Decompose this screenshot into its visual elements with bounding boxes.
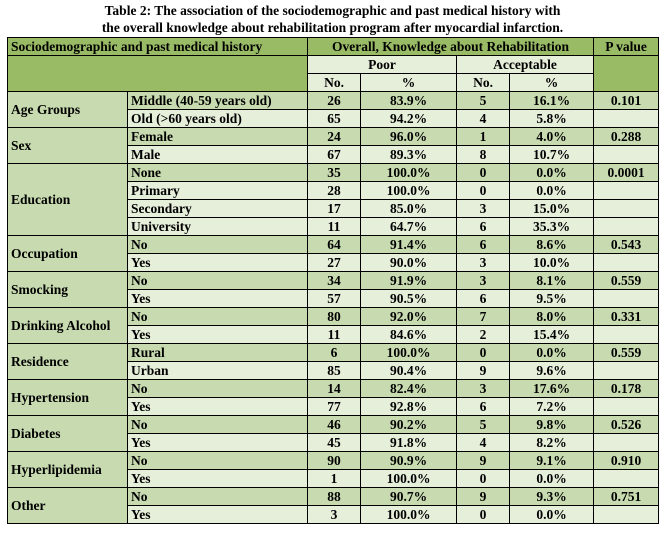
poor-count-cell: 46 (308, 416, 361, 434)
p-value-cell: 0.751 (594, 488, 659, 506)
poor-count-cell: 17 (308, 200, 361, 218)
acceptable-percent-cell: 9.1% (510, 452, 594, 470)
p-value-cell: 0.526 (594, 416, 659, 434)
category-cell: Yes (128, 254, 308, 272)
association-table (7, 37, 659, 524)
acceptable-count-cell: 0 (457, 470, 510, 488)
group-name: Hypertension (8, 380, 128, 416)
acceptable-count-cell: 6 (457, 290, 510, 308)
p-value-blank (594, 200, 659, 218)
acceptable-count-cell: 6 (457, 218, 510, 236)
acceptable-percent-cell: 9.3% (510, 488, 594, 506)
poor-count-cell: 11 (308, 218, 361, 236)
category-cell: Yes (128, 506, 308, 524)
acceptable-percent-cell: 17.6% (510, 380, 594, 398)
table-row (8, 92, 659, 110)
group-name: Residence (8, 344, 128, 380)
acceptable-count-cell: 0 (457, 344, 510, 362)
acceptable-percent-cell: 8.0% (510, 308, 594, 326)
p-value-blank (594, 254, 659, 272)
acceptable-count-cell: 9 (457, 452, 510, 470)
poor-percent-cell: 64.7% (361, 218, 457, 236)
acceptable-percent-cell: 9.6% (510, 362, 594, 380)
p-value-cell: 0.101 (594, 92, 659, 110)
poor-percent-cell: 90.4% (361, 362, 457, 380)
acceptable-percent-cell: 16.1% (510, 92, 594, 110)
poor-percent-cell: 90.9% (361, 452, 457, 470)
acceptable-percent-cell: 9.5% (510, 290, 594, 308)
poor-count-cell: 3 (308, 506, 361, 524)
acceptable-percent-cell: 0.0% (510, 470, 594, 488)
category-cell: Yes (128, 470, 308, 488)
category-cell: No (128, 308, 308, 326)
poor-count-cell: 64 (308, 236, 361, 254)
acceptable-percent-cell: 0.0% (510, 182, 594, 200)
acceptable-count-cell: 7 (457, 308, 510, 326)
acceptable-count-cell: 2 (457, 326, 510, 344)
poor-percent-cell: 91.4% (361, 236, 457, 254)
header-sociodemographic: Sociodemographic and past medical history (8, 38, 308, 56)
poor-percent-cell: 89.3% (361, 146, 457, 164)
category-cell: None (128, 164, 308, 182)
acceptable-percent-cell: 0.0% (510, 344, 594, 362)
category-cell: Yes (128, 326, 308, 344)
p-value-blank (594, 326, 659, 344)
caption-line-1: Table 2: The association of the sociodemographic and past medical history with (104, 3, 561, 18)
p-value-cell: 0.288 (594, 128, 659, 146)
acceptable-count-cell: 4 (457, 110, 510, 128)
poor-percent-cell: 100.0% (361, 164, 457, 182)
group-name: Diabetes (8, 416, 128, 452)
header-acceptable-no: No. (457, 74, 510, 92)
poor-percent-cell: 91.9% (361, 272, 457, 290)
acceptable-count-cell: 3 (457, 254, 510, 272)
acceptable-percent-cell: 4.0% (510, 128, 594, 146)
acceptable-percent-cell: 35.3% (510, 218, 594, 236)
p-value-cell: 0.543 (594, 236, 659, 254)
acceptable-count-cell: 0 (457, 164, 510, 182)
poor-percent-cell: 85.0% (361, 200, 457, 218)
poor-count-cell: 6 (308, 344, 361, 362)
category-cell: Rural (128, 344, 308, 362)
group-name: Age Groups (8, 92, 128, 128)
table-row (8, 344, 659, 362)
poor-count-cell: 88 (308, 488, 361, 506)
poor-count-cell: 85 (308, 362, 361, 380)
table-row (8, 236, 659, 254)
poor-count-cell: 1 (308, 470, 361, 488)
acceptable-count-cell: 3 (457, 380, 510, 398)
category-cell: Secondary (128, 200, 308, 218)
category-cell: No (128, 416, 308, 434)
table-row (8, 488, 659, 506)
table-caption (0, 0, 665, 36)
p-value-blank (594, 362, 659, 380)
category-cell: Female (128, 128, 308, 146)
poor-count-cell: 14 (308, 380, 361, 398)
header-blank (8, 56, 308, 92)
acceptable-count-cell: 6 (457, 236, 510, 254)
poor-percent-cell: 84.6% (361, 326, 457, 344)
group-name: Occupation (8, 236, 128, 272)
header-acceptable: Acceptable (457, 56, 594, 74)
acceptable-count-cell: 9 (457, 488, 510, 506)
poor-percent-cell: 90.5% (361, 290, 457, 308)
p-value-cell: 0.559 (594, 344, 659, 362)
poor-percent-cell: 83.9% (361, 92, 457, 110)
header-poor-pct: % (361, 74, 457, 92)
p-value-cell: 0.910 (594, 452, 659, 470)
poor-percent-cell: 100.0% (361, 344, 457, 362)
acceptable-percent-cell: 9.8% (510, 416, 594, 434)
poor-percent-cell: 92.0% (361, 308, 457, 326)
poor-count-cell: 26 (308, 92, 361, 110)
acceptable-percent-cell: 10.0% (510, 254, 594, 272)
acceptable-percent-cell: 8.6% (510, 236, 594, 254)
poor-percent-cell: 91.8% (361, 434, 457, 452)
header-row-2 (8, 56, 659, 74)
header-p-blank (594, 56, 659, 92)
acceptable-percent-cell: 15.4% (510, 326, 594, 344)
poor-percent-cell: 100.0% (361, 182, 457, 200)
table-row (8, 416, 659, 434)
caption-line-2: the overall knowledge about rehabilitation program after myocardial infarction. (101, 20, 564, 35)
header-row-1 (8, 38, 659, 56)
p-value-blank (594, 146, 659, 164)
category-cell: No (128, 452, 308, 470)
p-value-blank (594, 290, 659, 308)
category-cell: No (128, 488, 308, 506)
group-name: Smocking (8, 272, 128, 308)
category-cell: Male (128, 146, 308, 164)
acceptable-percent-cell: 8.2% (510, 434, 594, 452)
poor-percent-cell: 94.2% (361, 110, 457, 128)
p-value-blank (594, 182, 659, 200)
acceptable-count-cell: 6 (457, 398, 510, 416)
acceptable-percent-cell: 7.2% (510, 398, 594, 416)
table-row (8, 452, 659, 470)
poor-percent-cell: 100.0% (361, 506, 457, 524)
category-cell: No (128, 272, 308, 290)
acceptable-percent-cell: 5.8% (510, 110, 594, 128)
table-row (8, 272, 659, 290)
poor-count-cell: 35 (308, 164, 361, 182)
header-poor-no: No. (308, 74, 361, 92)
poor-count-cell: 57 (308, 290, 361, 308)
acceptable-count-cell: 0 (457, 506, 510, 524)
acceptable-percent-cell: 8.1% (510, 272, 594, 290)
p-value-blank (594, 398, 659, 416)
acceptable-percent-cell: 0.0% (510, 506, 594, 524)
group-name: Hyperlipidemia (8, 452, 128, 488)
poor-percent-cell: 96.0% (361, 128, 457, 146)
poor-percent-cell: 90.7% (361, 488, 457, 506)
table-row (8, 128, 659, 146)
category-cell: Old (>60 years old) (128, 110, 308, 128)
p-value-cell: 0.0001 (594, 164, 659, 182)
group-name: Drinking Alcohol (8, 308, 128, 344)
category-cell: Yes (128, 290, 308, 308)
category-cell: Middle (40-59 years old) (128, 92, 308, 110)
acceptable-count-cell: 9 (457, 362, 510, 380)
category-cell: Primary (128, 182, 308, 200)
poor-count-cell: 77 (308, 398, 361, 416)
poor-percent-cell: 90.0% (361, 254, 457, 272)
header-overall-knowledge: Overall, Knowledge about Rehabilitation (308, 38, 594, 56)
poor-count-cell: 34 (308, 272, 361, 290)
p-value-blank (594, 434, 659, 452)
p-value-cell: 0.331 (594, 308, 659, 326)
poor-percent-cell: 82.4% (361, 380, 457, 398)
p-value-blank (594, 506, 659, 524)
poor-count-cell: 90 (308, 452, 361, 470)
category-cell: Yes (128, 398, 308, 416)
p-value-blank (594, 218, 659, 236)
category-cell: No (128, 236, 308, 254)
acceptable-percent-cell: 15.0% (510, 200, 594, 218)
poor-count-cell: 11 (308, 326, 361, 344)
acceptable-count-cell: 0 (457, 182, 510, 200)
acceptable-count-cell: 8 (457, 146, 510, 164)
p-value-cell: 0.559 (594, 272, 659, 290)
category-cell: University (128, 218, 308, 236)
acceptable-count-cell: 5 (457, 416, 510, 434)
category-cell: Urban (128, 362, 308, 380)
acceptable-count-cell: 3 (457, 272, 510, 290)
group-name: Education (8, 164, 128, 236)
group-name: Sex (8, 128, 128, 164)
acceptable-count-cell: 3 (457, 200, 510, 218)
poor-count-cell: 80 (308, 308, 361, 326)
header-acceptable-pct: % (510, 74, 594, 92)
poor-count-cell: 45 (308, 434, 361, 452)
acceptable-percent-cell: 10.7% (510, 146, 594, 164)
poor-percent-cell: 100.0% (361, 470, 457, 488)
table-row (8, 380, 659, 398)
poor-count-cell: 65 (308, 110, 361, 128)
header-p-value: P value (594, 38, 659, 56)
header-poor: Poor (308, 56, 457, 74)
acceptable-count-cell: 1 (457, 128, 510, 146)
poor-percent-cell: 90.2% (361, 416, 457, 434)
p-value-blank (594, 110, 659, 128)
poor-percent-cell: 92.8% (361, 398, 457, 416)
poor-count-cell: 27 (308, 254, 361, 272)
acceptable-percent-cell: 0.0% (510, 164, 594, 182)
acceptable-count-cell: 4 (457, 434, 510, 452)
table-row (8, 308, 659, 326)
poor-count-cell: 28 (308, 182, 361, 200)
category-cell: No (128, 380, 308, 398)
poor-count-cell: 67 (308, 146, 361, 164)
p-value-blank (594, 470, 659, 488)
poor-count-cell: 24 (308, 128, 361, 146)
table-row (8, 164, 659, 182)
acceptable-count-cell: 5 (457, 92, 510, 110)
group-name: Other (8, 488, 128, 524)
p-value-cell: 0.178 (594, 380, 659, 398)
table-body (8, 92, 659, 524)
category-cell: Yes (128, 434, 308, 452)
